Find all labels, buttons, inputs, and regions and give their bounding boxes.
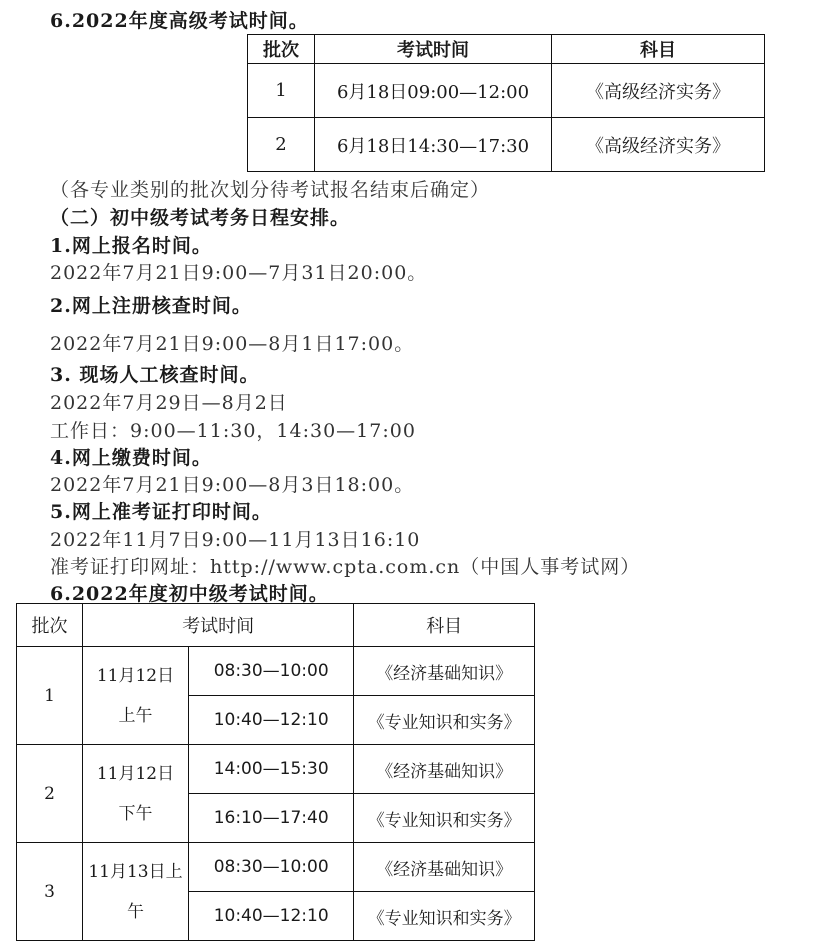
cell-subject: 《高级经济实务》 bbox=[552, 64, 765, 118]
header-time: 考试时间 bbox=[83, 604, 354, 647]
cell-subject: 《专业知识和实务》 bbox=[354, 892, 535, 941]
cell-batch: 1 bbox=[17, 647, 83, 745]
table-row bbox=[17, 647, 535, 696]
item-heading: 5.网上准考证打印时间。 bbox=[50, 501, 272, 523]
item-text: 2022年7月29日—8月2日 bbox=[50, 392, 288, 414]
cell-time: 10:40—12:10 bbox=[189, 696, 354, 745]
date-line: 午 bbox=[127, 901, 144, 922]
item-heading: 3. 现场人工核查时间。 bbox=[50, 364, 260, 386]
date-line: 上午 bbox=[118, 705, 153, 726]
header-subject: 科目 bbox=[354, 604, 535, 647]
cell-time: 6月18日14:30—17:30 bbox=[315, 118, 552, 172]
junior-exam-heading: 6.2022年度初中级考试时间。 bbox=[50, 583, 329, 605]
cell-time: 14:00—15:30 bbox=[189, 745, 354, 794]
cell-subject: 《经济基础知识》 bbox=[354, 745, 535, 794]
header-batch: 批次 bbox=[17, 604, 83, 647]
item-text: 2022年7月21日9:00—7月31日20:00。 bbox=[50, 262, 428, 284]
cell-time: 10:40—12:10 bbox=[189, 892, 354, 941]
junior-exam-table bbox=[16, 603, 535, 941]
batch-note: （各专业类别的批次划分待考试报名结束后确定） bbox=[50, 179, 491, 201]
item-text: 2022年7月21日9:00—8月1日17:00。 bbox=[50, 333, 415, 355]
date-line: 11月13日上 bbox=[88, 861, 183, 882]
cell-date bbox=[83, 843, 189, 941]
table-row bbox=[17, 745, 535, 794]
cell-batch: 2 bbox=[17, 745, 83, 843]
item-text-secondary: 工作日：9:00—11:30，14:30—17:00 bbox=[50, 420, 416, 442]
table-header-row bbox=[248, 35, 765, 64]
table-header-row bbox=[17, 604, 535, 647]
cell-time: 16:10—17:40 bbox=[189, 794, 354, 843]
cell-subject: 《经济基础知识》 bbox=[354, 843, 535, 892]
cell-batch: 2 bbox=[248, 118, 315, 172]
cell-time: 08:30—10:00 bbox=[189, 843, 354, 892]
section-heading: （二）初中级考试考务日程安排。 bbox=[50, 207, 351, 229]
table-row bbox=[248, 118, 765, 172]
item-heading: 4.网上缴费时间。 bbox=[50, 447, 212, 469]
date-line: 11月12日 bbox=[96, 665, 175, 686]
date-line: 下午 bbox=[118, 803, 153, 824]
header-subject: 科目 bbox=[552, 35, 765, 64]
cell-subject: 《专业知识和实务》 bbox=[354, 794, 535, 843]
cell-batch: 1 bbox=[248, 64, 315, 118]
senior-exam-table bbox=[247, 34, 765, 172]
cell-date bbox=[83, 647, 189, 745]
header-time: 考试时间 bbox=[315, 35, 552, 64]
senior-exam-heading: 6.2022年度高级考试时间。 bbox=[50, 10, 309, 32]
cell-batch: 3 bbox=[17, 843, 83, 941]
cell-subject: 《专业知识和实务》 bbox=[354, 696, 535, 745]
cell-date bbox=[83, 745, 189, 843]
item-text: 2022年11月7日9:00—11月13日16:10 bbox=[50, 529, 421, 551]
item-heading: 1.网上报名时间。 bbox=[50, 235, 212, 257]
print-url-text: 准考证打印网址：http://www.cpta.com.cn（中国人事考试网） bbox=[50, 556, 641, 578]
item-text: 2022年7月21日9:00—8月3日18:00。 bbox=[50, 474, 415, 496]
cell-time: 08:30—10:00 bbox=[189, 647, 354, 696]
cell-subject: 《高级经济实务》 bbox=[552, 118, 765, 172]
date-line: 11月12日 bbox=[96, 763, 175, 784]
header-batch: 批次 bbox=[248, 35, 315, 64]
item-heading: 2.网上注册核查时间。 bbox=[50, 295, 252, 317]
cell-subject: 《经济基础知识》 bbox=[354, 647, 535, 696]
table-row bbox=[17, 843, 535, 892]
table-row bbox=[248, 64, 765, 118]
cell-time: 6月18日09:00—12:00 bbox=[315, 64, 552, 118]
